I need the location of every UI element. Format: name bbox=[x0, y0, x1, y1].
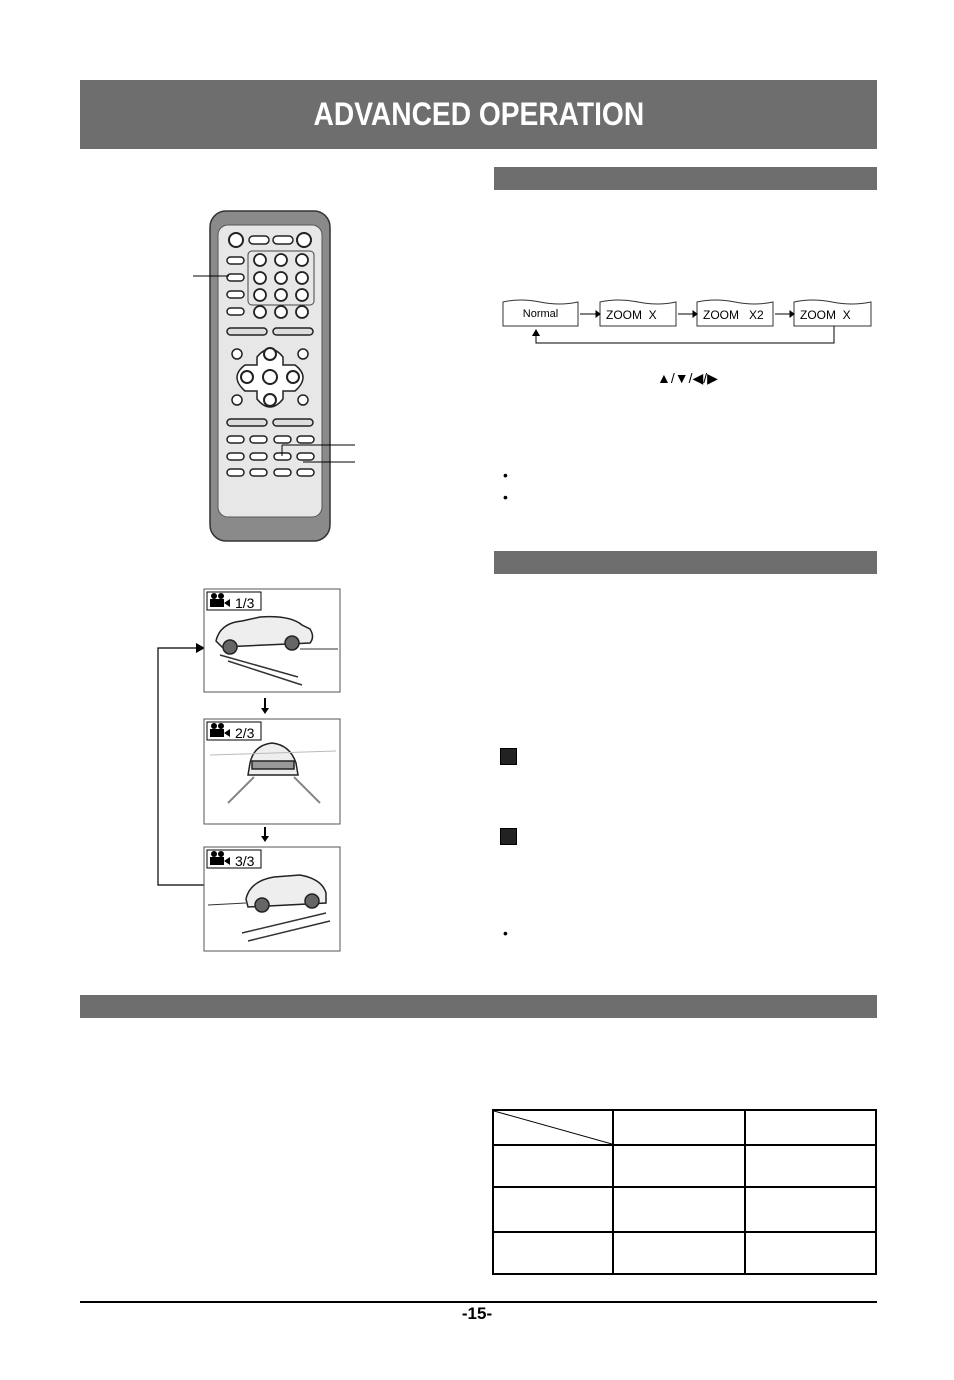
zoom-step-1: ZOOM X bbox=[606, 308, 657, 322]
angle-step-marker-2 bbox=[500, 828, 517, 845]
zoom-flow-diagram bbox=[500, 298, 880, 348]
angle-frame-2-label: 2/3 bbox=[235, 725, 255, 741]
table-row bbox=[493, 1145, 876, 1187]
arrow-keys-label: ▲/▼/◀/▶ bbox=[657, 370, 718, 386]
page-number: -15- bbox=[461, 1304, 493, 1323]
angle-bullet-1: • bbox=[503, 925, 508, 941]
table-cell bbox=[745, 1145, 876, 1187]
angle-step-marker-1 bbox=[500, 748, 517, 765]
page-title-bar bbox=[80, 80, 877, 149]
table-cell bbox=[613, 1232, 745, 1274]
zoom-step-3: ZOOM X bbox=[800, 308, 851, 322]
settings-table bbox=[492, 1109, 877, 1275]
table-cell bbox=[745, 1187, 876, 1231]
zoom-flow-lines bbox=[500, 298, 880, 348]
table-row bbox=[493, 1232, 876, 1274]
table-cell bbox=[613, 1145, 745, 1187]
page-title: ADVANCED OPERATION bbox=[313, 96, 644, 132]
angle-section-bar bbox=[494, 551, 877, 574]
table-corner-diagonal bbox=[494, 1111, 612, 1146]
footer-rule bbox=[80, 1301, 877, 1303]
zoom-step-normal: Normal bbox=[522, 308, 559, 320]
table-cell bbox=[613, 1187, 745, 1231]
zoom-bullet-2: • bbox=[503, 489, 508, 505]
table-cell bbox=[493, 1232, 613, 1274]
zoom-bullet-1: • bbox=[503, 467, 508, 483]
table-cell bbox=[493, 1145, 613, 1187]
table-cell bbox=[493, 1187, 613, 1231]
zoom-section-bar bbox=[494, 167, 877, 190]
angle-frames-illustration bbox=[150, 585, 350, 955]
table-row bbox=[493, 1187, 876, 1231]
table-header-cell bbox=[613, 1110, 745, 1145]
angle-frame-1-label: 1/3 bbox=[235, 595, 255, 611]
table-cell bbox=[745, 1232, 876, 1274]
table-corner-cell bbox=[493, 1110, 613, 1145]
bottom-section-bar bbox=[80, 995, 877, 1018]
remote-control-illustration bbox=[185, 205, 365, 547]
zoom-step-2: ZOOM X2 bbox=[703, 308, 764, 322]
table-header-cell bbox=[745, 1110, 876, 1145]
angle-frame-3-label: 3/3 bbox=[235, 853, 255, 869]
